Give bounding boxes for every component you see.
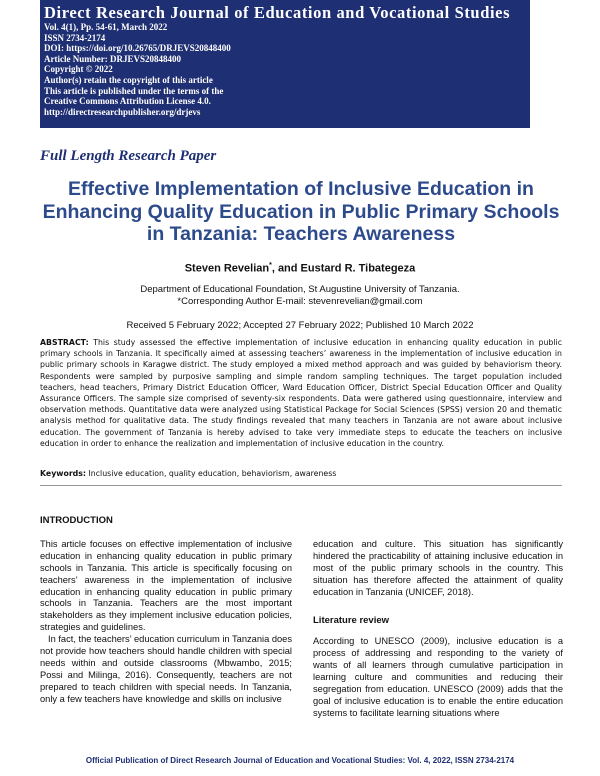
keywords-text: Inclusive education, quality education, behaviorism, awareness — [86, 469, 337, 478]
authors — [0, 262, 600, 275]
journal-title: Direct Research Journal of Education and Vocational Studies — [44, 3, 511, 22]
paper-type: Full Length Research Paper — [40, 148, 217, 164]
journal-url[interactable]: http://directresearchpublisher.org/drjevs — [44, 106, 201, 117]
literature-paragraph: According to UNESCO (2009), inclusive education is a process of addressing and responding to the variety of wants of all learners through cumulative participation in learning culture and communities and reducing their segregation from education. UNESCO (2009) adds that the goal of inclusive education is to enable the entire education systems to facilitate learning situations where — [313, 636, 563, 718]
publication-dates: Received 5 February 2022; Accepted 27 February 2022; Published 10 March 2022 — [126, 320, 474, 331]
keywords-label: Keywords: — [40, 469, 87, 478]
keywords — [40, 469, 562, 478]
license-line-2: Creative Commons Attribution License 4.0. — [44, 96, 211, 107]
license-line-1: This article is published under the terms of the — [44, 85, 224, 96]
copyright-notice: Author(s) retain the copyright of this article — [44, 74, 213, 85]
author-primary: Steven Revelian — [184, 262, 270, 275]
copyright: Copyright © 2022 — [44, 64, 113, 75]
right-paragraph-1: education and culture. This situation has significantly hindered the practicability of attaining inclusive education in most of the public primary schools in the country. This situation has therefore affected the attainment of quality education in Tanzania (UNICEF, 2018). — [313, 539, 563, 597]
abstract-text: This study assessed the effective implementation of inclusive education in enhancing quality education in public primary schools in Tanzania. It specifically aimed at assessing teachers’ awareness in the implementation of inclusive education in public primary schools in Karagwe district. The study employed a mixed method approach and was guided by behaviorism theory. Respondents were sampled by purposive sampling and simple random sampling techniques. The target population included teachers, head teachers, Primary District Education Officer, Ward Education Officer, District Special Education Officer and Quality Assurance Officers. The sample size comprised of seventy-six respondents. Data were gathered using questionnaire, interview and observation methods. Quantitative data were analyzed using Statistical Package for Social Sciences (SPSS) version 20 and thematic analysis method for qualitative data. The study findings revealed that many teachers in Tanzania are not aware about inclusive education. The government of Tanzania is hereby advised to take very immediate steps to educate the teachers on inclusive education in order to enhance the realization and implementation of inclusive education in the country. — [40, 338, 562, 448]
issn: ISSN 2734-2174 — [44, 32, 106, 43]
paper-title: Effective Implementation of Inclusive Education in Enhancing Quality Education in Public Primary Schools in Tanzania: Teachers Awareness — [42, 178, 560, 245]
literature-review-heading: Literature review — [313, 614, 390, 626]
intro-paragraph-1: This article focuses on effective implementation of inclusive education in enhancing quality education in public primary schools in Tanzania. This article is specifically focusing on teachers’ awareness in the implementation of inclusive education in enhancing quality education in public primary schools in Tanzania. Teachers are the most important stakeholders as they implement inclusive education policies, strategies and guidelines. — [40, 538, 292, 633]
doi[interactable]: DOI: https://doi.org/10.26765/DRJEVS20848400 — [44, 43, 231, 54]
abstract — [40, 337, 562, 449]
affiliation-department: Department of Educational Foundation, St Augustine University of Tanzania. — [140, 284, 460, 295]
affiliation — [0, 284, 600, 308]
page-footer: Official Publication of Direct Research Journal of Education and Vocational Studies: Vol. 4, 2022, ISSN 2734-2174 — [85, 756, 515, 765]
divider — [40, 485, 562, 486]
article-number: Article Number: DRJEVS20848400 — [44, 53, 181, 64]
volume-info: Vol. 4(1), Pp. 54-61, March 2022 — [44, 22, 168, 32]
left-column — [40, 515, 292, 706]
author-secondary: , and Eustard R. Tibategeza — [271, 262, 416, 275]
abstract-label: ABSTRACT: — [40, 338, 89, 347]
corresponding-mark: * — [269, 262, 272, 269]
corresponding-email: *Corresponding Author E-mail: stevenrevelian@gmail.com — [177, 296, 423, 307]
introduction-heading: INTRODUCTION — [40, 515, 113, 526]
journal-header — [40, 0, 530, 128]
intro-paragraph-2: In fact, the teachers’ education curriculum in Tanzania does not provide how teachers should handle children with special needs within and outside classrooms (Mbwambo, 2015; Possi and Milinga, 2016). Consequently, teachers are not prepared to teach children with special needs. In Tanzania, only a few teachers have knowledge and skills on inclusive — [40, 634, 292, 704]
right-column — [313, 539, 563, 720]
